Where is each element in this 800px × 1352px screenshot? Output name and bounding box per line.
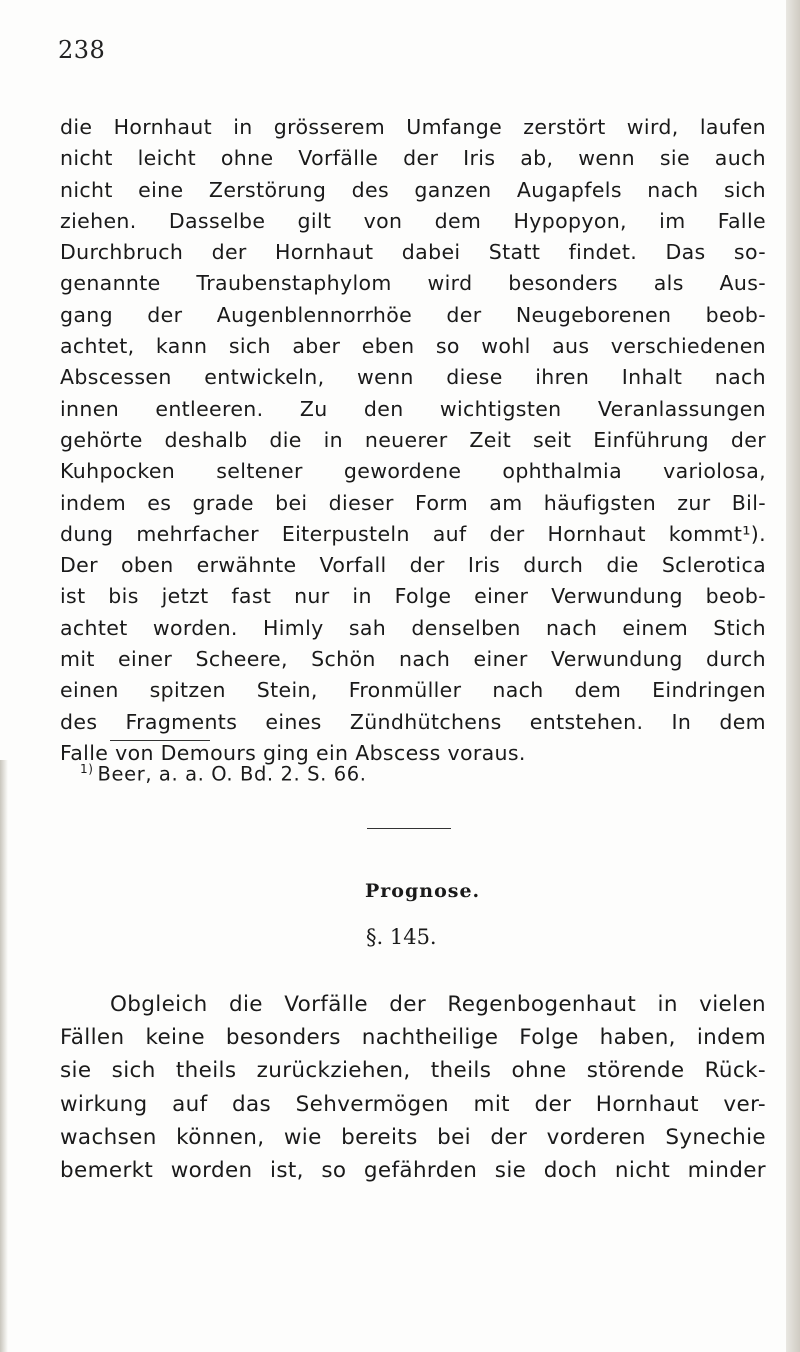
text-line: Abscessen entwickeln, wenn diese ihren Inhalt nach: [60, 365, 766, 390]
text-line: achtet worden. Himly sah denselben nach einem Stich: [60, 615, 766, 640]
page-number: 238: [58, 36, 106, 64]
text-line: nicht leicht ohne Vorfälle der Iris ab, wenn sie auch: [60, 146, 766, 171]
text-line: achtet, kann sich aber eben so wohl aus verschiedenen: [60, 334, 766, 359]
section-divider: [367, 828, 451, 829]
text-line: ziehen. Dasselbe gilt von dem Hypopyon, im Falle: [60, 208, 766, 233]
section-number: §. 145.: [366, 925, 437, 949]
text-line: Fällen keine besonders nachtheilige Folge haben, indem: [60, 1025, 766, 1051]
text-line: gehörte deshalb die in neuerer Zeit seit Einführung der: [60, 427, 766, 452]
section-title: Prognose.: [365, 880, 481, 902]
text-line: dung mehrfacher Eiterpusteln auf der Hornhaut kommt¹).: [60, 521, 766, 546]
text-line: nicht eine Zerstörung des ganzen Augapfels nach sich: [60, 177, 766, 202]
paragraph-main: [60, 112, 766, 769]
text-line: Durchbruch der Hornhaut dabei Statt findet. Das so-: [60, 240, 766, 265]
footnote: [80, 762, 367, 786]
footnote-text: Beer, a. a. O. Bd. 2. S. 66.: [97, 762, 367, 786]
text-line: die Hornhaut in grösserem Umfange zerstört wird, laufen: [60, 115, 766, 139]
text-line: einen spitzen Stein, Fronmüller nach dem Eindringen: [60, 678, 766, 703]
text-line: ist bis jetzt fast nur in Folge einer Verwundung beob-: [60, 584, 766, 609]
text-line: indem es grade bei dieser Form am häufigsten zur Bil-: [60, 490, 766, 515]
text-line: innen entleeren. Zu den wichtigsten Veranlassungen: [60, 396, 766, 421]
footnote-divider: [110, 740, 210, 741]
text-line: genannte Traubenstaphylom wird besonders als Aus-: [60, 271, 766, 296]
text-line: Obgleich die Vorfälle der Regenbogenhaut in vielen: [110, 992, 766, 1017]
page-edge-shadow: [786, 0, 800, 1352]
text-line: gang der Augenblennorrhöe der Neugeborenen beob-: [60, 302, 766, 327]
text-line: wachsen können, wie bereits bei der vorderen Synechie: [60, 1124, 766, 1150]
text-line: wirkung auf das Sehvermögen mit der Hornhaut ver-: [60, 1091, 766, 1117]
footnote-marker: 1): [80, 762, 94, 776]
text-line: Falle von Demours ging ein Abscess voraus.: [60, 740, 526, 765]
text-line: Kuhpocken seltener gewordene ophthalmia variolosa,: [60, 459, 766, 484]
text-line: sie sich theils zurückziehen, theils ohne störende Rück-: [60, 1058, 766, 1084]
text-line: mit einer Scheere, Schön nach einer Verwundung durch: [60, 647, 766, 672]
text-line: bemerkt worden ist, so gefährden sie doch nicht minder: [60, 1157, 766, 1183]
binding-shadow: [0, 760, 8, 1352]
paragraph-prognosis: [60, 988, 766, 1187]
text-line: Der oben erwähnte Vorfall der Iris durch die Sclerotica: [60, 553, 766, 578]
text-line: des Fragments eines Zündhütchens entstehen. In dem: [60, 709, 766, 734]
